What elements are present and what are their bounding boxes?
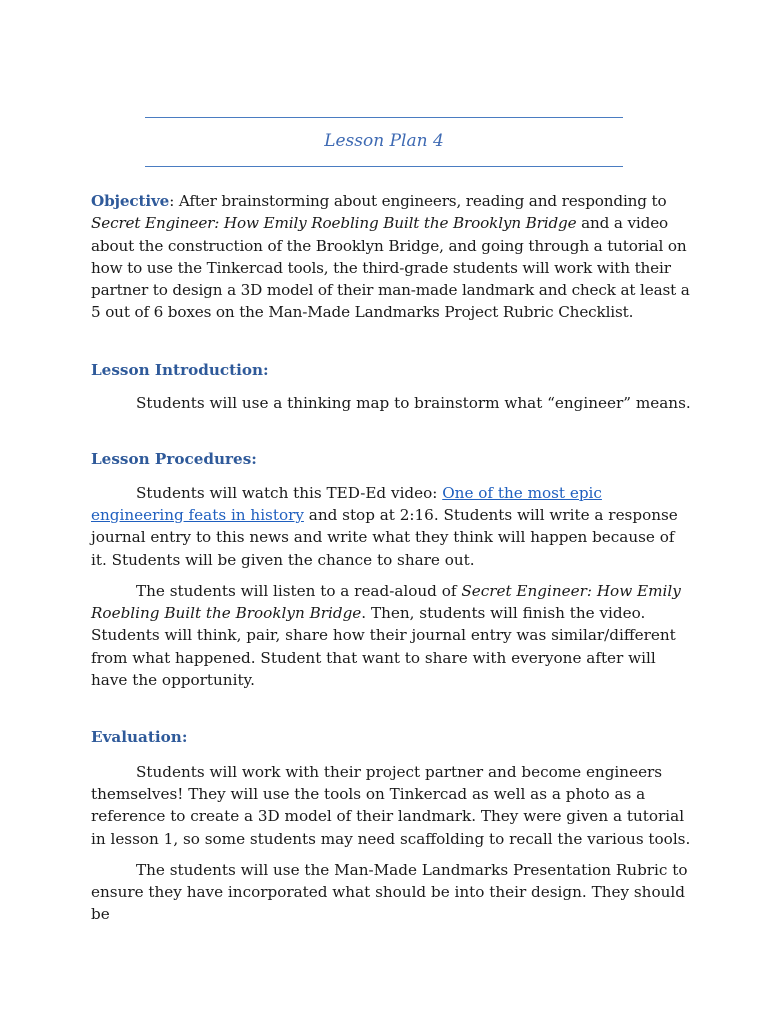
title-rule-top [145, 117, 623, 118]
procedures-heading: Lesson Procedures: [91, 450, 257, 469]
objective-colon: : [169, 192, 175, 210]
ted-ed-video-link[interactable]: One of the most epic engineering feats in history [91, 483, 602, 524]
introduction-text: Students will use a thinking map to brainstorm what “engineer” means. [136, 394, 691, 413]
procedures-book-title: Secret Engineer: How Emily Roebling Built the Brooklyn Bridge [91, 581, 681, 623]
objective-text-2: and a video about the construction of the Brooklyn Bridge, and going through a tutorial on how to use the Tinkercad tools, the third-grade students will work with their partner to design a 3D model of their man-made landmark and check at least a 5 out of 6 boxes on the Man-Made Landmarks Project Rubric Checklist. [91, 214, 690, 322]
procedures-p1-text-1: Students will watch this TED-Ed video: [136, 483, 443, 502]
procedures-p2-text-2: . Then, students will finish the video. Students will think, pair, share how their journal entry was similar/different from what happened. Student that want to share with everyone after will have the opportunity. [91, 604, 676, 690]
page-title: Lesson Plan 4 [324, 131, 444, 151]
introduction-heading: Lesson Introduction: [91, 360, 269, 379]
procedures-paragraph-2 [91, 580, 691, 691]
objective-paragraph [91, 190, 691, 324]
evaluation-paragraph-1: Students will work with their project partner and become engineers themselves! They will use the tools on Tinkercad as well as a photo as a reference to create a 3D model of their landmark. They were given a tutorial in lesson 1, so some students may need scaffolding to recall the various tools. [91, 762, 691, 848]
procedures-p2-text-1: The students will listen to a read-aloud of [136, 581, 462, 600]
objective-book-title: Secret Engineer: How Emily Roebling Built the Brooklyn Bridge [91, 214, 577, 233]
evaluation-paragraph-2: The students will use the Man-Made Landmarks Presentation Rubric to ensure they have incorporated what should be into their design. They should be [91, 860, 688, 924]
document-body [91, 190, 691, 926]
procedures-paragraph-1 [91, 482, 691, 571]
objective-text-1: After brainstorming about engineers, reading and responding to [174, 192, 667, 210]
objective-label: Objective [91, 192, 170, 210]
evaluation-heading: Evaluation: [91, 728, 188, 747]
procedures-p1-text-2: and stop at 2:16. Students will write a response journal entry to this news and write what they think will happen because of it. Students will be given the chance to share out. [91, 505, 678, 569]
title-rule-bottom [145, 166, 623, 167]
